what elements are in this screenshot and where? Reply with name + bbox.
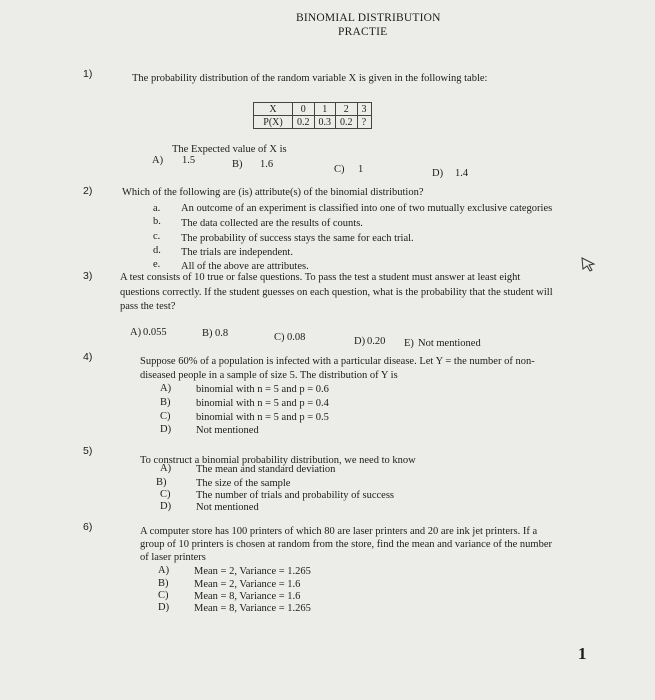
- question-number: 1): [83, 68, 93, 80]
- table-cell: ?: [357, 116, 371, 129]
- option-letter: E): [404, 338, 414, 349]
- option-text: Mean = 2, Variance = 1.6: [194, 579, 301, 590]
- question-text: The probability distribution of the random variable X is given in the following table:: [132, 73, 488, 84]
- probability-table: [253, 102, 372, 129]
- option-letter: A): [160, 383, 172, 394]
- option-letter: d.: [153, 245, 161, 256]
- option-letter: A): [130, 327, 142, 338]
- question-text-line: A computer store has 100 printers of which 80 are laser printers and 20 are ink jet printers. If a: [140, 526, 538, 537]
- question-subtext: The Expected value of X is: [172, 144, 287, 155]
- option-letter: C): [160, 411, 171, 422]
- page-subtitle: PRACTIE: [338, 26, 388, 38]
- option-text: The data collected are the results of counts.: [181, 218, 363, 229]
- option-text: 1: [358, 164, 364, 175]
- option-text: The number of trials and probability of success: [196, 490, 394, 501]
- option-text: Not mentioned: [196, 425, 259, 436]
- table-cell: 0.2: [336, 116, 358, 129]
- question-text-line: Suppose 60% of a population is infected with a particular disease. Let Y = the number of non-: [140, 356, 535, 367]
- option-text: 0.08: [287, 332, 306, 343]
- option-text: 1.4: [455, 168, 469, 179]
- question-text-line: group of 10 printers is chosen at random from the store, find the mean and variance of the number: [140, 539, 552, 550]
- option-letter: B): [232, 159, 243, 170]
- option-letter: C): [158, 590, 169, 601]
- option-letter: B): [202, 328, 213, 339]
- table-cell: 1: [314, 103, 336, 116]
- question-text: To construct a binomial probability distribution, we need to know: [140, 455, 416, 466]
- option-text: 0.055: [143, 327, 167, 338]
- question-number: 5): [83, 445, 93, 457]
- question-text-line: questions correctly. If the student guesses on each question, what is the probability that the student will: [120, 287, 553, 298]
- option-letter: A): [152, 155, 164, 166]
- option-text: 1.6: [260, 159, 274, 170]
- option-text: The probability of success stays the same for each trial.: [181, 233, 414, 244]
- option-letter: C): [274, 332, 285, 343]
- table-cell: 3: [357, 103, 371, 116]
- question-number: 2): [83, 185, 93, 197]
- option-letter: b.: [153, 216, 161, 227]
- question-text-line: A test consists of 10 true or false questions. To pass the test a student must answer at least eight: [120, 272, 521, 283]
- option-text: binomial with n = 5 and p = 0.5: [196, 412, 329, 423]
- table-row: [254, 116, 372, 129]
- option-letter: D): [432, 168, 444, 179]
- option-text: Mean = 2, Variance = 1.265: [194, 566, 311, 577]
- option-text: The trials are independent.: [181, 247, 293, 258]
- table-cell: 0: [293, 103, 315, 116]
- table-cell: 2: [336, 103, 358, 116]
- table-cell: 0.2: [293, 116, 315, 129]
- option-text: Mean = 8, Variance = 1.6: [194, 591, 301, 602]
- option-letter: A): [160, 463, 172, 474]
- option-letter: C): [334, 164, 345, 175]
- option-letter: D): [158, 602, 170, 613]
- question-text: Which of the following are (is) attribute(s) of the binomial distribution?: [122, 187, 424, 198]
- option-letter: e.: [153, 259, 161, 270]
- cursor-icon: [580, 256, 598, 272]
- question-text-line: of laser printers: [140, 552, 206, 563]
- question-text-line: diseased people in a sample of size 5. The distribution of Y is: [140, 370, 398, 381]
- option-text: All of the above are attributes.: [181, 261, 309, 272]
- question-number: 6): [83, 521, 93, 533]
- table-cell: P(X): [254, 116, 293, 129]
- table-cell: 0.3: [314, 116, 336, 129]
- option-letter: a.: [153, 203, 161, 214]
- option-text: Mean = 8, Variance = 1.265: [194, 603, 311, 614]
- option-text: Not mentioned: [418, 338, 481, 349]
- option-letter: B): [156, 477, 167, 488]
- table-cell: X: [254, 103, 293, 116]
- option-letter: D): [160, 424, 172, 435]
- option-text: binomial with n = 5 and p = 0.4: [196, 398, 329, 409]
- option-letter: D): [354, 336, 366, 347]
- option-text: Not mentioned: [196, 502, 259, 513]
- option-letter: A): [158, 565, 170, 576]
- option-text: 0.8: [215, 328, 229, 339]
- page-title: BINOMIAL DISTRIBUTION: [296, 12, 441, 24]
- page-number: 1: [578, 644, 587, 663]
- option-letter: D): [160, 501, 172, 512]
- question-number: 4): [83, 351, 93, 363]
- option-text: binomial with n = 5 and p = 0.6: [196, 384, 329, 395]
- option-letter: c.: [153, 231, 161, 242]
- question-number: 3): [83, 270, 93, 282]
- question-text-line: pass the test?: [120, 301, 176, 312]
- option-text: The size of the sample: [196, 478, 291, 489]
- option-letter: B): [160, 397, 171, 408]
- option-text: The mean and standard deviation: [196, 464, 336, 475]
- table-row: [254, 103, 372, 116]
- option-letter: B): [158, 578, 169, 589]
- option-text: 0.20: [367, 336, 386, 347]
- option-letter: C): [160, 489, 171, 500]
- option-text: An outcome of an experiment is classified into one of two mutually exclusive categories: [181, 203, 553, 214]
- option-text: 1.5: [182, 155, 196, 166]
